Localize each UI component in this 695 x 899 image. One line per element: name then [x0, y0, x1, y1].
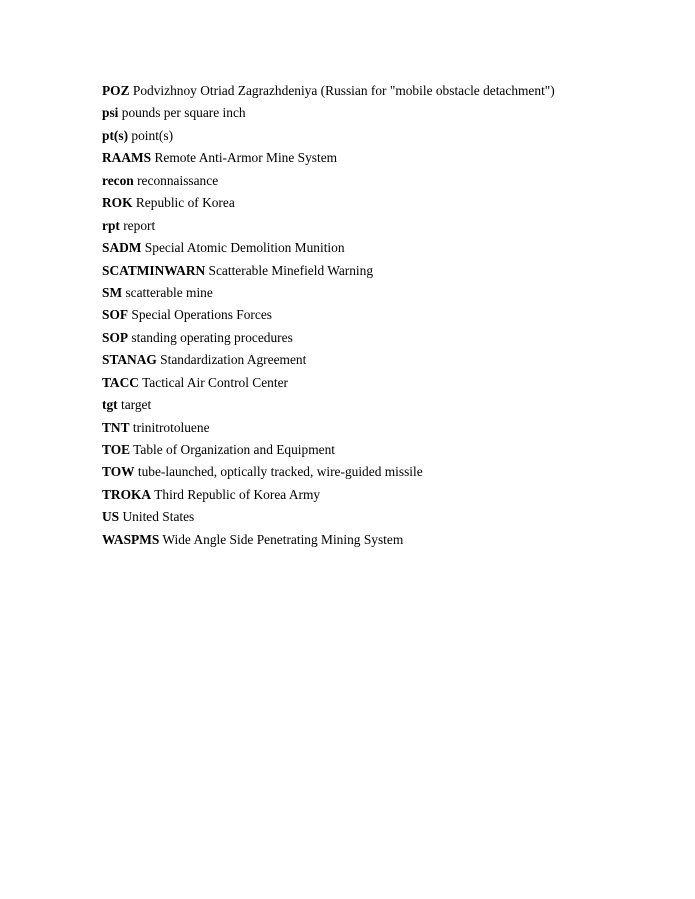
glossary-term: SM — [102, 284, 123, 300]
glossary-term: tgt — [102, 397, 118, 413]
glossary-entry — [102, 349, 662, 371]
glossary-entry — [102, 304, 662, 326]
glossary-term: rpt — [102, 217, 120, 233]
glossary-definition: scatterable mine — [125, 284, 213, 300]
glossary-term: POZ — [102, 83, 130, 98]
glossary-term: SOP — [102, 329, 129, 345]
glossary-definition: Standardization Agreement — [160, 352, 307, 368]
glossary-definition: report — [123, 217, 156, 233]
glossary-term: SOF — [102, 307, 129, 323]
glossary-term: pt(s) — [102, 127, 129, 143]
glossary-definition: Special Operations Forces — [131, 307, 272, 323]
glossary-term: TNT — [102, 419, 130, 435]
glossary-definition: Tactical Air Control Center — [142, 374, 289, 390]
glossary-definition: Wide Angle Side Penetrating Mining System — [162, 531, 404, 547]
glossary-definition: Special Atomic Demolition Munition — [144, 240, 345, 256]
glossary-entry — [102, 529, 662, 551]
glossary-entry — [102, 80, 662, 102]
glossary-definition: Republic of Korea — [135, 195, 235, 211]
glossary-term: ROK — [102, 195, 133, 211]
glossary-entry — [102, 439, 662, 461]
glossary-definition: pounds per square inch — [121, 105, 246, 121]
glossary-entry — [102, 237, 662, 259]
glossary-term: recon — [102, 172, 134, 188]
glossary-entry — [102, 192, 662, 214]
glossary-definition: Podvizhnoy Otriad Zagrazhdeniya (Russian for "mobile obstacle detachment") — [132, 83, 555, 98]
glossary-term: TOW — [102, 464, 135, 480]
glossary-definition: point(s) — [131, 127, 174, 143]
glossary-term: SADM — [102, 240, 142, 256]
glossary-entry — [102, 506, 662, 528]
glossary-entry — [102, 102, 662, 124]
glossary-definition: standing operating procedures — [131, 329, 293, 345]
glossary-definition: tube-launched, optically tracked, wire-guided missile — [137, 464, 423, 480]
glossary-term: US — [102, 509, 120, 525]
glossary-entry — [102, 461, 662, 483]
glossary-entry — [102, 394, 662, 416]
glossary-definition: Third Republic of Korea Army — [154, 486, 321, 502]
glossary-entry — [102, 327, 662, 349]
glossary-term: TROKA — [102, 486, 152, 502]
glossary-term: TACC — [102, 374, 139, 390]
glossary-definition: trinitrotoluene — [132, 419, 210, 435]
glossary-entry — [102, 215, 662, 237]
glossary-definition: reconnaissance — [137, 172, 219, 188]
glossary-entry — [102, 260, 662, 282]
glossary-term: psi — [102, 105, 119, 121]
glossary-definition: Scatterable Minefield Warning — [208, 262, 374, 278]
glossary-term: WASPMS — [102, 531, 160, 547]
glossary-definition: target — [120, 397, 152, 413]
glossary-term: RAAMS — [102, 150, 152, 166]
glossary-definition: United States — [122, 509, 195, 525]
glossary-definition: Table of Organization and Equipment — [133, 442, 336, 457]
glossary-entry — [102, 147, 662, 169]
glossary-definition: Remote Anti-Armor Mine System — [154, 150, 338, 166]
glossary-entry — [102, 417, 662, 439]
glossary-term: STANAG — [102, 352, 157, 368]
glossary-list — [102, 80, 662, 551]
glossary-entry — [102, 372, 662, 394]
glossary-entry — [102, 282, 662, 304]
glossary-term: SCATMINWARN — [102, 262, 206, 278]
glossary-entry — [102, 125, 662, 147]
glossary-entry — [102, 484, 662, 506]
glossary-term: TOE — [102, 442, 131, 457]
glossary-entry — [102, 170, 662, 192]
